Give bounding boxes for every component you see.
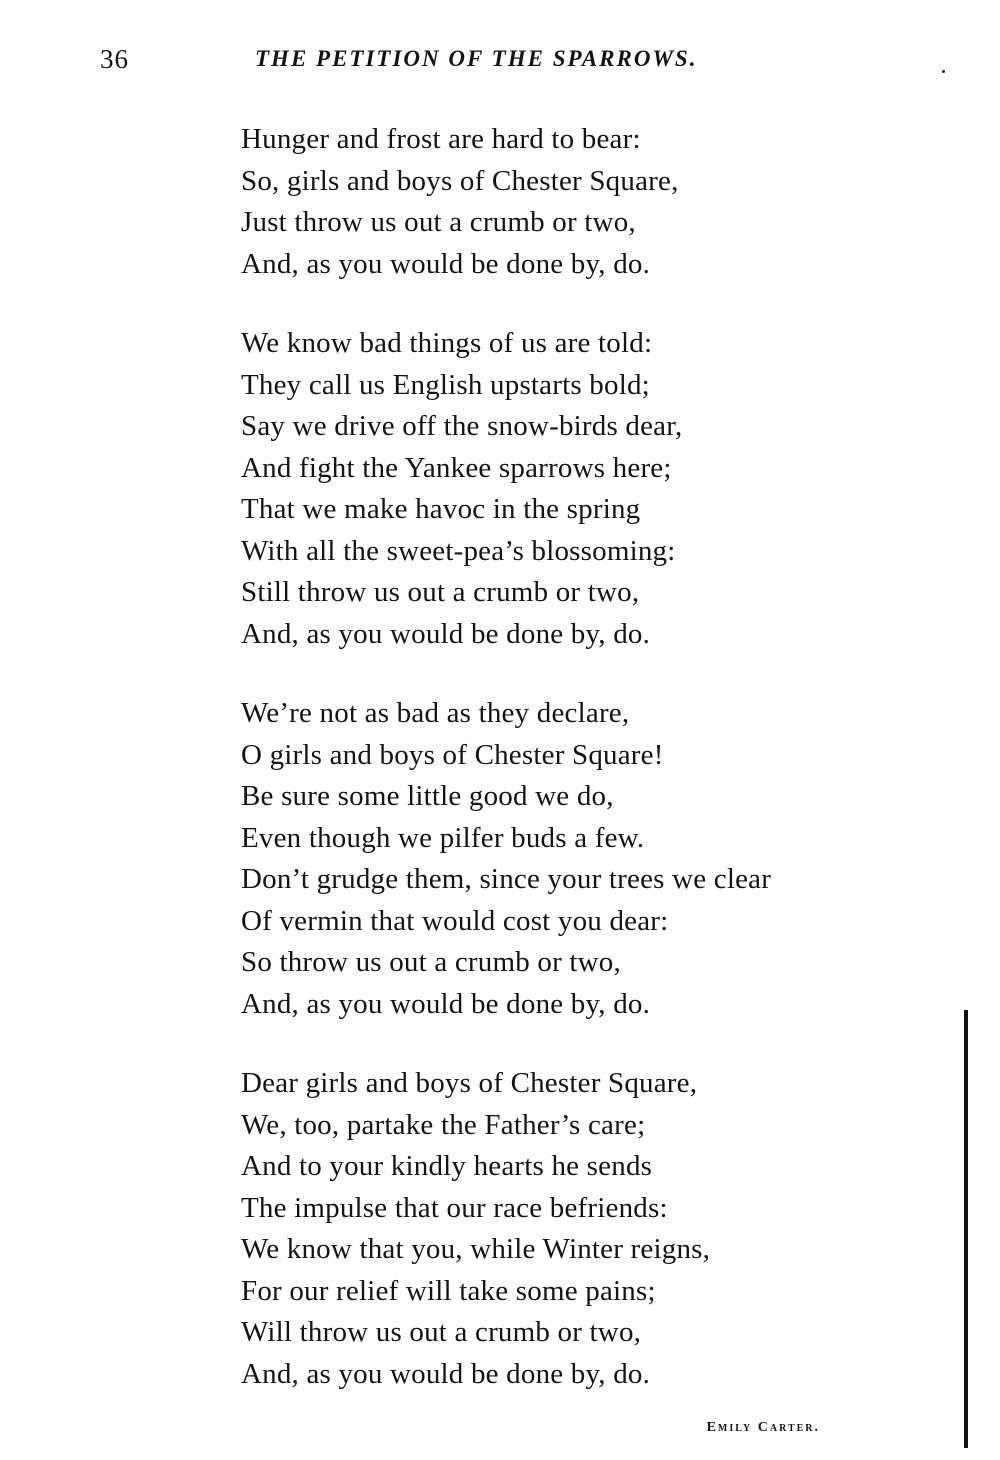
stanza xyxy=(241,1063,941,1395)
poem-line: For our relief will take some pains; xyxy=(241,1274,656,1307)
poem-line: The impulse that our race befriends: xyxy=(241,1191,668,1224)
running-title: THE PETITION OF THE SPARROWS. xyxy=(255,46,698,71)
stanza xyxy=(241,119,941,285)
scan-edge-line xyxy=(964,1010,968,1448)
poem-line: Hunger and frost are hard to bear: xyxy=(241,123,641,155)
author-signature: Emily Carter. xyxy=(706,1420,820,1435)
poem-line: That we make havoc in the spring xyxy=(241,493,641,525)
poem-line: And to your kindly hearts he sends xyxy=(241,1150,653,1182)
stanza xyxy=(241,323,941,655)
poem-line: Say we drive off the snow-birds dear, xyxy=(241,410,683,442)
poem-line: And, as you would be done by, do. xyxy=(241,1357,651,1390)
poem-line: Of vermin that would cost you dear: xyxy=(241,904,669,937)
scan-dot xyxy=(942,70,945,73)
poem-line: And, as you would be done by, do. xyxy=(241,617,651,650)
stanza xyxy=(241,693,941,1025)
poem-line: Dear girls and boys of Chester Square, xyxy=(241,1067,698,1099)
poem-line: And fight the Yankee sparrows here; xyxy=(241,451,672,484)
poem xyxy=(241,119,941,1429)
poem-line: Just throw us out a crumb or two, xyxy=(241,206,636,238)
poem-line: Be sure some little good we do, xyxy=(241,780,614,812)
poem-line: We know bad things of us are told: xyxy=(241,327,653,359)
poem-line: We, too, partake the Father’s care; xyxy=(241,1108,646,1141)
poem-line: So, girls and boys of Chester Square, xyxy=(241,164,679,197)
poem-line: Even though we pilfer buds a few. xyxy=(241,821,645,854)
poem-line: We’re not as bad as they declare, xyxy=(241,697,630,729)
poem-line: Still throw us out a crumb or two, xyxy=(241,576,640,608)
poem-line: They call us English upstarts bold; xyxy=(241,368,650,401)
poem-line: O girls and boys of Chester Square! xyxy=(241,738,664,771)
poem-line: And, as you would be done by, do. xyxy=(241,247,651,280)
poem-line: Don’t grudge them, since your trees we clear xyxy=(241,863,772,895)
poem-line: We know that you, while Winter reigns, xyxy=(241,1233,711,1265)
poem-line: With all the sweet-pea’s blossoming: xyxy=(241,534,676,567)
poem-line: So throw us out a crumb or two, xyxy=(241,946,621,978)
page-number: 36 xyxy=(100,44,129,74)
poem-line: Will throw us out a crumb or two, xyxy=(241,1316,642,1348)
poem-line: And, as you would be done by, do. xyxy=(241,987,651,1020)
